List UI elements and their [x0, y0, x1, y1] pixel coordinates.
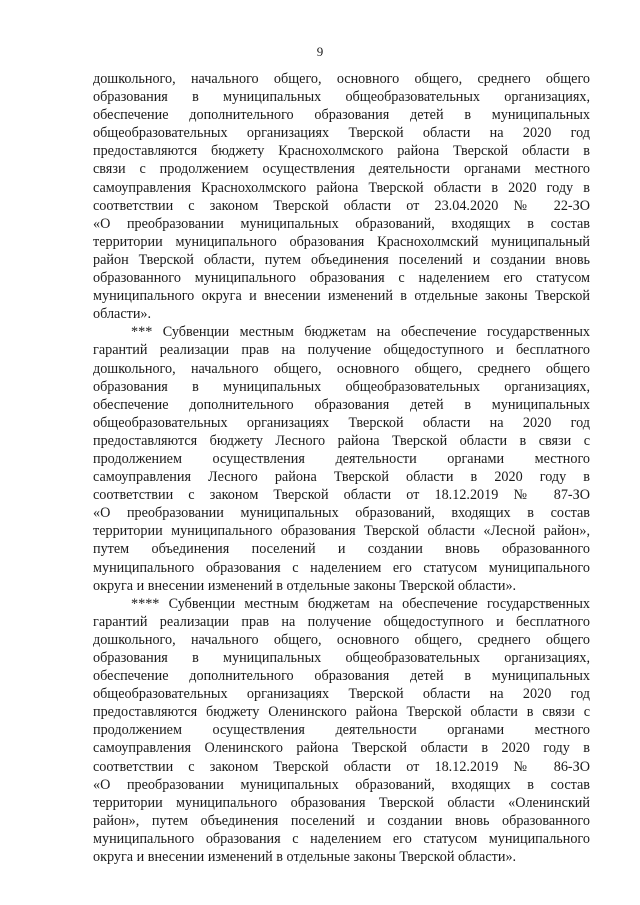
paragraph-2: [93, 323, 590, 594]
paragraph-line: путем объединения поселений и создании вновь образованного: [93, 541, 590, 558]
paragraph-line: территории муниципального образования Краснохолмский муниципальный: [93, 233, 590, 250]
paragraph-line: общеобразовательных организациях Тверской области на 2020 год: [93, 125, 590, 142]
paragraph-1: [93, 70, 590, 323]
paragraph-line: связи с продолжением осуществления деятельности органами местного: [93, 161, 590, 178]
paragraph-line: обеспечение дополнительного образования детей в муниципальных: [93, 668, 590, 685]
paragraph-line: предоставляются бюджету Лесного района Тверской области в связи с: [93, 432, 590, 449]
paragraph-line: соответствии с законом Тверской области от 18.12.2019 № 86-ЗО: [93, 758, 590, 775]
paragraph-line: муниципального образования с наделением его статусом муниципального: [93, 830, 590, 847]
paragraph-line: соответствии с законом Тверской области от 23.04.2020 № 22-ЗО: [93, 197, 590, 214]
paragraph-line: области».: [93, 306, 152, 323]
paragraph-line: **** Субвенции местным бюджетам на обеспечение государственных: [131, 595, 590, 612]
paragraph-line: гарантий реализации прав на получение общедоступного и бесплатного: [93, 613, 590, 630]
paragraph-line: дошкольного, начального общего, основного общего, среднего общего: [93, 71, 590, 87]
paragraph-line: общеобразовательных организациях Тверской области на 2020 год: [93, 414, 590, 431]
paragraph-line: образования в муниципальных общеобразовательных организациях,: [93, 89, 590, 106]
paragraph-line: соответствии с законом Тверской области от 18.12.2019 № 87-ЗО: [93, 487, 590, 504]
paragraph-3: [93, 595, 590, 866]
paragraph-line: округа и внесении изменений в отдельные законы Тверской области».: [93, 849, 517, 866]
paragraph-line: «О преобразовании муниципальных образований, входящих в состав: [93, 776, 590, 793]
paragraph-line: территории муниципального образования Тверской области «Оленинский: [93, 794, 590, 811]
paragraph-line: гарантий реализации прав на получение общедоступного и бесплатного: [93, 342, 590, 359]
document-body: [93, 70, 590, 866]
paragraph-line: *** Субвенции местным бюджетам на обеспечение государственных: [131, 324, 590, 341]
paragraph-line: предоставляются бюджету Краснохолмского района Тверской области в: [93, 143, 590, 160]
paragraph-line: самоуправления Лесного района Тверской области в 2020 году в: [93, 469, 590, 486]
paragraph-line: муниципального округа и внесении изменений в отдельные законы Тверской: [93, 288, 590, 305]
paragraph-line: район», путем объединения поселений и создании вновь образованного: [93, 812, 590, 829]
page-number: 9: [316, 44, 324, 59]
paragraph-line: образования в муниципальных общеобразовательных организациях,: [93, 378, 590, 395]
paragraph-line: территории муниципального образования Тверской области «Лесной район»,: [93, 523, 590, 540]
paragraph-line: предоставляются бюджету Оленинского района Тверской области в связи с: [93, 704, 590, 721]
paragraph-line: самоуправления Краснохолмского района Тверской области в 2020 году в: [93, 179, 590, 196]
paragraph-line: дошкольного, начального общего, основного общего, среднего общего: [93, 631, 590, 648]
paragraph-line: муниципального образования с наделением его статусом муниципального: [93, 559, 590, 576]
paragraph-line: образованного муниципального образования с наделением его статусом: [93, 270, 590, 287]
paragraph-line: обеспечение дополнительного образования детей в муниципальных: [93, 396, 590, 413]
paragraph-line: образования в муниципальных общеобразовательных организациях,: [93, 650, 590, 666]
paragraph-line: общеобразовательных организациях Тверской области на 2020 год: [93, 686, 590, 703]
paragraph-line: «О преобразовании муниципальных образований, входящих в состав: [93, 215, 590, 232]
paragraph-line: «О преобразовании муниципальных образований, входящих в состав: [93, 505, 590, 522]
paragraph-line: округа и внесении изменений в отдельные законы Тверской области».: [93, 577, 517, 594]
paragraph-line: самоуправления Оленинского района Тверской области в 2020 году в: [93, 740, 590, 757]
paragraph-line: район Тверской области, путем объединения поселений и создании вновь: [93, 251, 590, 268]
paragraph-line: продолжением осуществления деятельности органами местного: [93, 450, 590, 467]
paragraph-line: продолжением осуществления деятельности органами местного: [93, 722, 590, 739]
paragraph-line: обеспечение дополнительного образования детей в муниципальных: [93, 107, 590, 124]
paragraph-line: дошкольного, начального общего, основного общего, среднего общего: [93, 360, 590, 377]
